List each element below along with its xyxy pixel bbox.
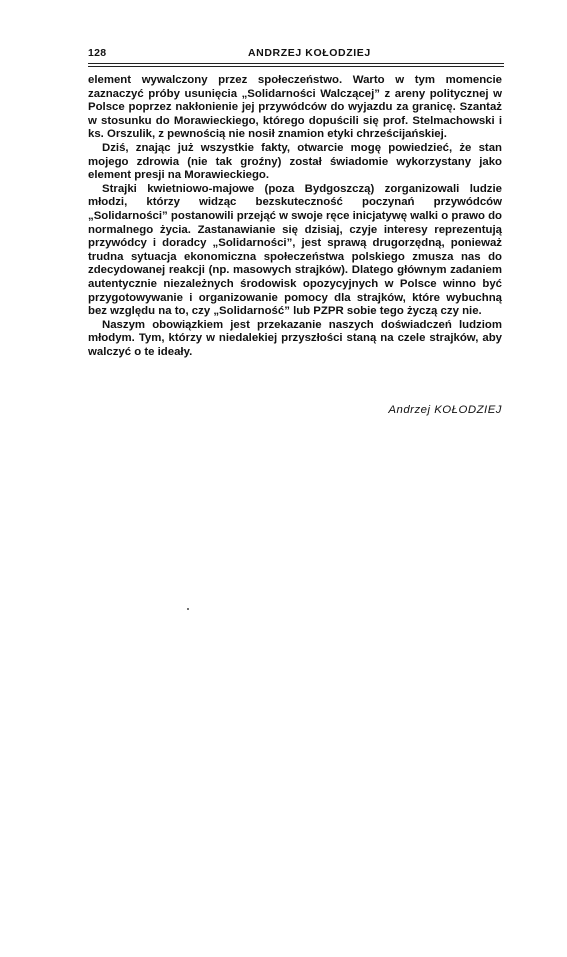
header-rule-bottom [88, 66, 504, 67]
running-head: ANDRZEJ KOŁODZIEJ [248, 47, 371, 59]
print-speck [187, 608, 189, 610]
author-signature: Andrzej KOŁODZIEJ [388, 404, 502, 416]
paragraph: Naszym obowiązkiem jest przekazanie naszych doświadczeń ludziom młodym. Tym, którzy w niedalekiej przyszłości staną na czele strajków, aby walczyć o te ideały. [88, 318, 502, 358]
page-header [88, 47, 504, 61]
paragraph: Dziś, znając już wszystkie fakty, otwarcie mogę powiedzieć, że stan mojego zdrowia (nie tak groźny) został świadomie wykorzystany jako element presji na Morawieckiego. [88, 141, 502, 182]
header-rule-top [88, 63, 504, 64]
page-number: 128 [88, 47, 107, 59]
paragraph: Strajki kwietniowo-majowe (poza Bydgoszczą) zorganizowali ludzie młodzi, którzy widząc bezskuteczność poczynań przywódców „Solidarności” postanowili przejąć w swoje ręce inicjatywę walki o prawo do normalnego życia. Zastanawianie się dzisiaj, czyje interesy reprezentują przywódcy i doradcy „Solidarności”, jest sprawą drugorzędną, ponieważ trudna sytuacja ekonomiczna społeczeństwa polskiego zmusza nas do zdecydowanej reakcji (np. masowych strajków). Dlatego głównym zadaniem autentycznie niezależnych środowisk opozycyjnych w Polsce winno być przygotowywanie i organizowanie pomocy dla strajków, które wybuchną bez względu na to, czy „Solidarność” lub PZPR sobie tego życzą czy nie. [88, 182, 502, 318]
paragraph-continued: element wywalczony przez społeczeństwo. Warto w tym momencie zaznaczyć próby usunięcia „Solidarności Walczącej” z areny politycznej w Polsce poprzez nakłonienie jej przywódców do wyjazdu za granicę. Szantaż w stosunku do Morawieckiego, którego dopuścili się prof. Stelmachowski i ks. Orszulik, z pewnością nie nosił znamion etyki chrześcijańskiej. [88, 74, 502, 141]
body-text [88, 74, 502, 359]
